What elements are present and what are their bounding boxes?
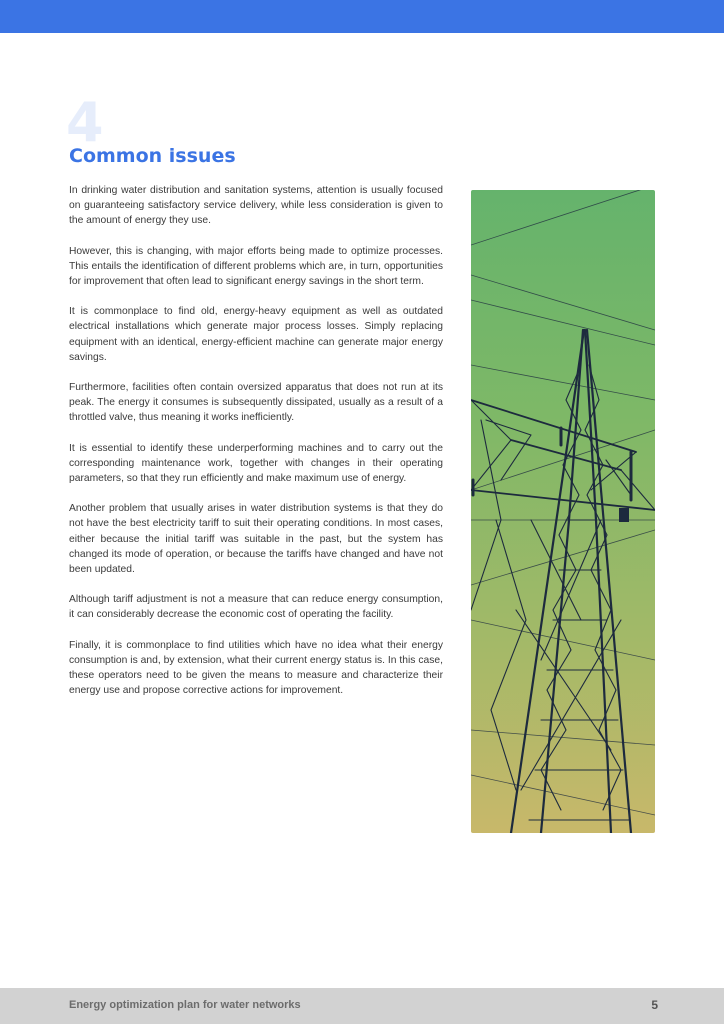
transmission-tower-illustration (471, 190, 655, 833)
paragraph: Furthermore, facilities often contain oversized apparatus that does not run at its peak. The energy it consumes is subsequently dissipated, usually as a result of a throttled valve, thus meaning it works inefficiently. (69, 382, 443, 424)
paragraph: Another problem that usually arises in water distribution systems is that they do not have the best electricity tariff to suit their operating conditions. In most cases, either because the initial tariff was suitable in the past, but the system has changed its mode of operation, or because the tariffs have changed and have not been updated. (69, 503, 443, 576)
paragraph: However, this is changing, with major efforts being made to optimize processes. This entails the identification of different problems which are, in turn, opportunities for improvement that often lead to significant energy savings in the short term. (69, 245, 443, 288)
body-text (69, 183, 443, 713)
paragraph: In drinking water distribution and sanitation systems, attention is usually focused on guaranteeing satisfactory service delivery, while less consideration is given to the amount of energy they use. (69, 185, 443, 227)
chapter-title: Common issues (69, 145, 236, 167)
page-number: 5 (651, 998, 658, 1012)
paragraph: It is essential to identify these underperforming machines and to carry out the corresponding maintenance work, together with changes in their operating parameters, so that they run efficiently and make maximum use of energy. (69, 442, 443, 485)
paragraph: Finally, it is commonplace to find utilities which have no idea what their energy consumption is and, by extension, what their current energy status is. In this case, these operators need to be given the means to measure and characterize their energy use and propose corrective actions for improvement. (69, 639, 443, 697)
paragraph: It is commonplace to find old, energy-heavy equipment as well as outdated electrical installations which generate major process losses. Simply replacing equipment with an identical, energy-efficient machine can generate major energy savings. (69, 306, 443, 363)
paragraph: Although tariff adjustment is not a measure that can reduce energy consumption, it can considerably decrease the economic cost of operating the facility. (69, 594, 443, 621)
header-bar (0, 0, 724, 33)
power-tower-photo (471, 190, 655, 833)
footer-title: Energy optimization plan for water networks (69, 999, 301, 1011)
chapter-number: 4 (66, 91, 104, 154)
page-footer (0, 988, 724, 1024)
